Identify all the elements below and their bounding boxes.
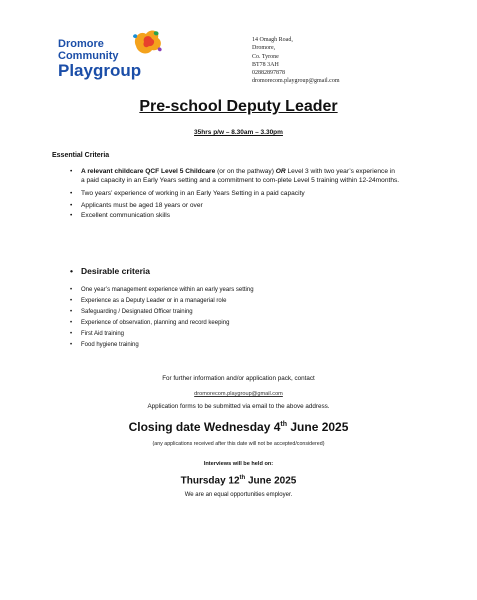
list-item-text: Safeguarding / Designated Officer training xyxy=(81,308,193,315)
essential-criteria-list xyxy=(70,167,400,223)
address-line: BT78 3AH xyxy=(252,61,279,68)
qualification-bold: A relevant childcare QCF Level 5 Childcare xyxy=(81,168,216,175)
bullet-icon: • xyxy=(70,319,73,326)
address-line: Co. Tyrone xyxy=(252,53,279,60)
interview-date-month: June 2025 xyxy=(245,475,297,487)
list-item-text: Food hygiene training xyxy=(81,341,139,348)
interview-date-suffix: th xyxy=(239,475,246,481)
paint-splash-icon xyxy=(130,28,164,58)
list-item-text: Experience of observation, planning and record keeping xyxy=(81,319,230,326)
further-info-text: For further information and/or application pack, contact xyxy=(162,375,315,382)
bullet-icon: • xyxy=(70,341,73,348)
address-line: Dromore, xyxy=(252,45,276,52)
desirable-heading-text: Desirable criteria xyxy=(81,266,150,276)
qualification-rest: Level 3 with two year’s experience in a paid capacity in an Early Years setting and a commitment to com-plete Level 5 training within 12-24months. xyxy=(81,168,400,184)
bullet-icon: • xyxy=(70,202,73,209)
bullet-icon: • xyxy=(70,266,73,276)
list-item-text: Two years’ experience of working in an Early Years Setting in a paid capacity xyxy=(81,189,305,197)
address-email: dromorecom.playgroup@gmail.com xyxy=(252,78,340,85)
list-item-text: First Aid training xyxy=(81,330,125,337)
phone-number: 02882897878 xyxy=(252,70,285,77)
hours-text: 35hrs p/w – 8.30am – 3.30pm xyxy=(194,129,283,136)
logo-text-line2: Community xyxy=(58,50,119,62)
interviews-heading: Interviews will be held on: xyxy=(203,461,274,467)
interview-date xyxy=(0,475,477,486)
equal-opportunities-text: We are an equal opportunities employer. xyxy=(184,492,293,498)
list-item-text: Applicants must be aged 18 years or over xyxy=(81,202,203,209)
address-line: 14 Omagh Road, xyxy=(252,37,293,43)
bullet-icon: • xyxy=(70,189,73,197)
list-item xyxy=(70,167,400,185)
essential-criteria-heading: Essential Criteria xyxy=(52,152,110,159)
closing-date-text: Closing date Wednesday 4 xyxy=(128,420,281,434)
application-forms-text: Application forms to be submitted via email to the above address. xyxy=(147,403,330,410)
address-block xyxy=(252,36,340,86)
bullet-icon: • xyxy=(70,308,73,315)
list-item xyxy=(70,189,400,198)
list-item xyxy=(70,307,400,318)
list-item xyxy=(70,329,400,340)
closing-date xyxy=(0,420,477,434)
page-title: Pre-school Deputy Leader xyxy=(139,98,338,115)
bullet-icon: • xyxy=(70,330,73,337)
late-applications-note: (any applications received after this date will not be accepted/considered) xyxy=(152,441,325,447)
logo-text-line1: Dromore xyxy=(58,38,104,50)
list-item-text: One year’s management experience within an early years setting xyxy=(81,287,254,293)
desirable-criteria-heading xyxy=(70,266,150,276)
list-item-text: Excellent communication skills xyxy=(81,211,171,219)
interview-date-text: Thursday 12 xyxy=(180,475,240,487)
closing-date-suffix: th xyxy=(280,421,288,428)
list-item xyxy=(70,201,400,210)
list-item xyxy=(70,340,400,351)
or-emphasis: OR xyxy=(275,168,286,175)
playgroup-logo xyxy=(58,28,168,86)
bullet-icon: • xyxy=(70,287,73,293)
list-item xyxy=(70,285,400,296)
list-item xyxy=(70,318,400,329)
contact-email-link[interactable]: dromorecom.playgroup@gmail.com xyxy=(194,391,283,397)
logo-text-line3: Playgroup xyxy=(58,61,142,80)
list-item-text: Experience as a Deputy Leader or in a managerial role xyxy=(81,297,227,304)
bullet-icon: • xyxy=(70,211,73,219)
list-item xyxy=(70,211,400,220)
bullet-icon: • xyxy=(70,297,73,304)
qualification-mid: (or on the pathway) xyxy=(215,168,276,175)
desirable-criteria-list xyxy=(70,285,400,350)
list-item xyxy=(70,296,400,307)
bullet-icon: • xyxy=(70,168,73,175)
closing-date-month: June 2025 xyxy=(287,420,349,434)
